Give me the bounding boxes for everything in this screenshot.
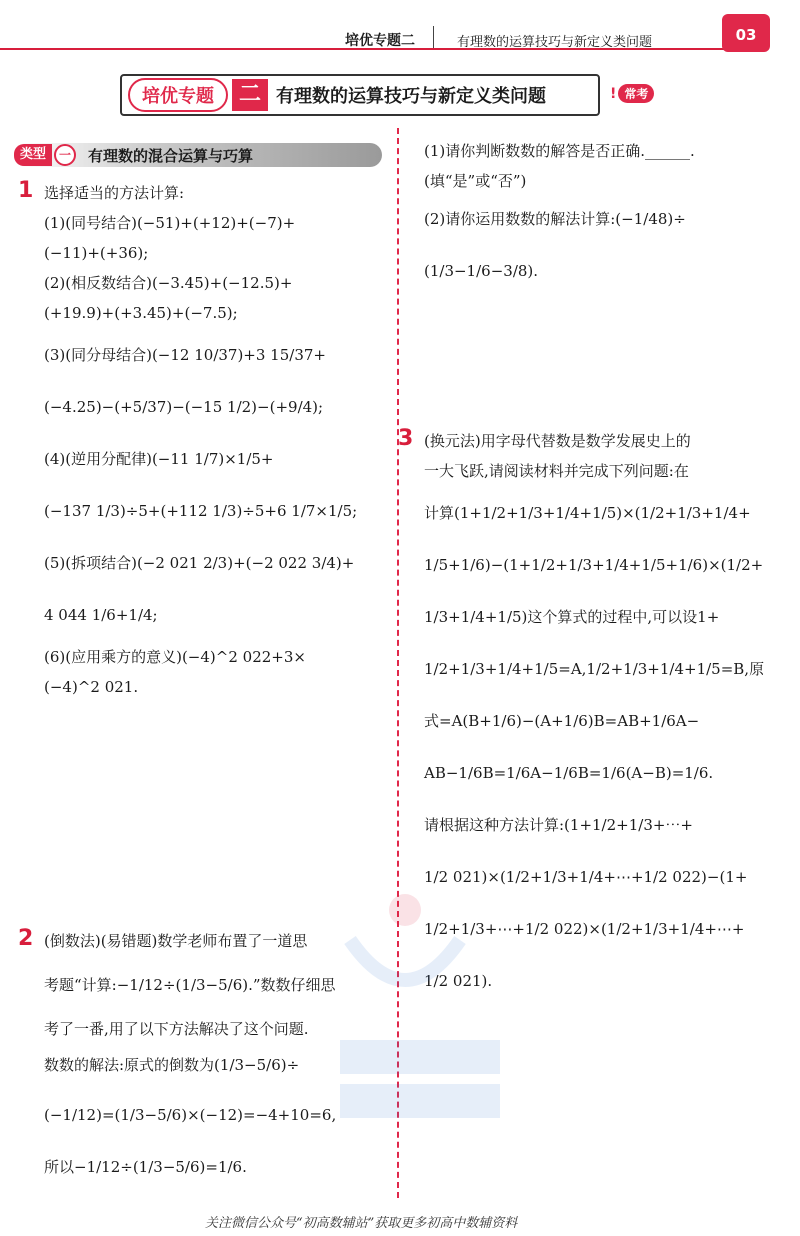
problem-3-line: 计算(1+1/2+1/3+1/4+1/5)×(1/2+1/3+1/4+	[424, 504, 751, 522]
problem-3-line: 一大飞跃,请阅读材料并完成下列问题:在	[424, 462, 689, 480]
badge-exclamation: !	[610, 86, 617, 102]
problem-1-line: 选择适当的方法计算:	[44, 184, 185, 202]
problem-2-question: (2)请你运用数数的解法计算:(−1/48)÷	[424, 210, 686, 228]
problem-1-line: (1)(同号结合)(−51)+(+12)+(−7)+	[44, 214, 296, 232]
problem-3-line: AB−1/6B=1/6A−1/6B=1/6(A−B)=1/6.	[424, 764, 714, 782]
problem-2-question: (1/3−1/6−3/8).	[424, 262, 539, 280]
problem-3-line: 1/5+1/6)−(1+1/2+1/3+1/4+1/5+1/6)×(1/2+	[424, 556, 764, 574]
problem-1-line: (−4)^2 021.	[44, 678, 139, 696]
frequent-badge	[610, 84, 654, 103]
problem-1-line: (6)(应用乘方的意义)(−4)^2 022+3×	[44, 648, 306, 666]
problem-2-line: 所以−1/12÷(1/3−5/6)=1/6.	[44, 1158, 247, 1176]
footer-note: 关注微信公众号“初高数辅站”获取更多初高中数辅资料	[205, 1216, 518, 1231]
problem-3-line: (换元法)用字母代替数是数学发展史上的	[424, 432, 691, 450]
type-label: 有理数的混合运算与巧算	[88, 146, 254, 165]
problem-2-line: 考题“计算:−1/12÷(1/3−5/6).”数数仔细思	[44, 976, 336, 994]
problem-2-number: 2	[18, 926, 34, 951]
type-number: 一	[54, 144, 76, 166]
problem-2-line: 数数的解法:原式的倒数为(1/3−5/6)÷	[44, 1056, 300, 1074]
type-heading	[14, 143, 382, 167]
problem-1-line: (−11)+(+36);	[44, 244, 149, 262]
problem-3-line: 1/2+1/3+⋯+1/2 022)×(1/2+1/3+1/4+⋯+	[424, 920, 745, 938]
header-section: 培优专题二	[345, 33, 415, 49]
problem-3-line: 1/2+1/3+1/4+1/5=A,1/2+1/3+1/4+1/5=B,原	[424, 660, 765, 678]
problem-1-number: 1	[18, 178, 34, 203]
problem-1-line: 4 044 1/6+1/4;	[44, 606, 158, 624]
problem-1-line: (4)(逆用分配律)(−11 1/7)×1/5+	[44, 450, 274, 468]
problem-2-line: (−1/12)=(1/3−5/6)×(−12)=−4+10=6,	[44, 1106, 337, 1124]
problem-3-line: 1/2 021)×(1/2+1/3+1/4+⋯+1/2 022)−(1+	[424, 868, 748, 886]
problem-2-line: 考了一番,用了以下方法解决了这个问题.	[44, 1020, 309, 1038]
problem-3-line: 1/2 021).	[424, 972, 493, 990]
page-number: 03	[722, 14, 770, 52]
problem-1-line: (2)(相反数结合)(−3.45)+(−12.5)+	[44, 274, 293, 292]
header-separator	[433, 26, 434, 48]
problem-3-line: 1/3+1/4+1/5)这个算式的过程中,可以设1+	[424, 608, 720, 626]
problem-3-line: 请根据这种方法计算:(1+1/2+1/3+⋯+	[424, 816, 694, 834]
type-tag: 类型	[14, 144, 52, 166]
problem-1-line: (+19.9)+(+3.45)+(−7.5);	[44, 304, 238, 322]
problem-1-line: (3)(同分母结合)(−12 10/37)+3 15/37+	[44, 346, 326, 364]
header-topic: 有理数的运算技巧与新定义类问题	[457, 35, 653, 50]
problem-2-question: (1)请你判断数数的解答是否正确.______.	[424, 142, 695, 160]
topic-title: 有理数的运算技巧与新定义类问题	[276, 86, 546, 107]
problem-3-line: 式=A(B+1/6)−(A+1/6)B=AB+1/6A−	[424, 712, 700, 730]
problem-2-question: (填“是”或“否”)	[424, 172, 527, 190]
problem-1-line: (−4.25)−(+5/37)−(−15 1/2)−(+9/4);	[44, 398, 324, 416]
topic-number: 二	[232, 79, 268, 111]
problem-1-line: (5)(拆项结合)(−2 021 2/3)+(−2 022 3/4)+	[44, 554, 355, 572]
problem-1-line: (−137 1/3)÷5+(+112 1/3)÷5+6 1/7×1/5;	[44, 502, 358, 520]
topic-title-box	[120, 74, 600, 116]
watermark-logo	[310, 870, 530, 1130]
topic-tag: 培优专题	[128, 78, 228, 112]
problem-3-number: 3	[398, 426, 414, 451]
problem-2-line: (倒数法)(易错题)数学老师布置了一道思	[44, 932, 308, 950]
badge-label: 常考	[618, 84, 654, 103]
